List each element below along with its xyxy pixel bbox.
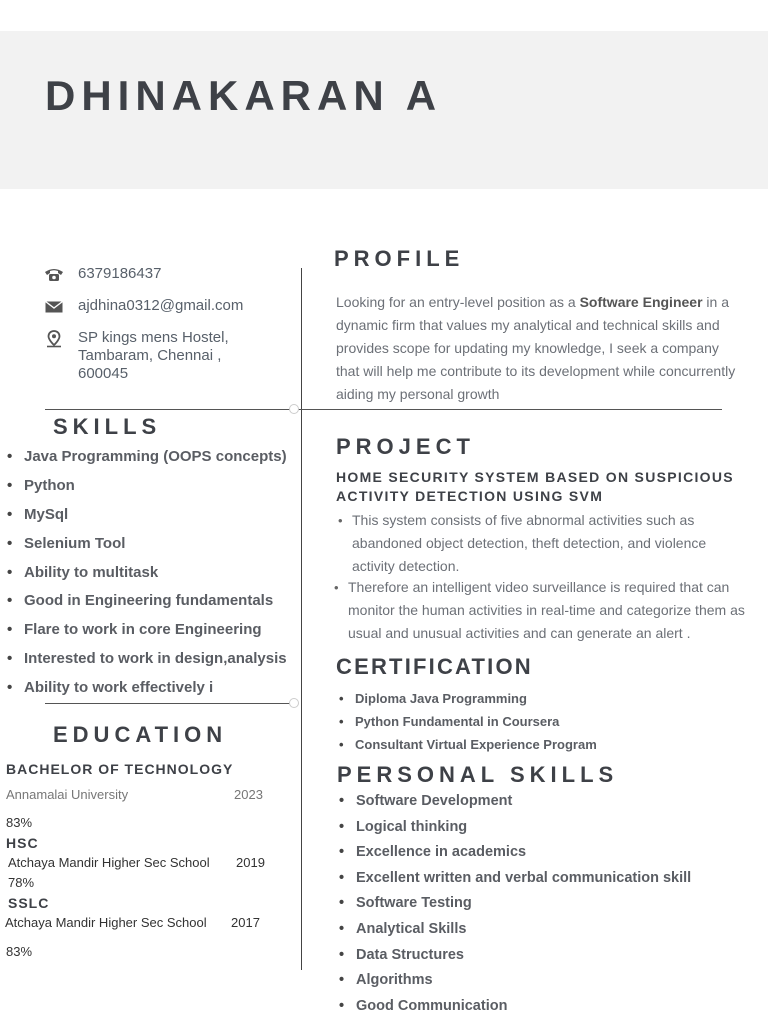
divider-skills <box>45 409 722 410</box>
phone-number[interactable]: 6379186437 <box>78 265 162 282</box>
profile-text-start: Looking for an entry-level position as a <box>336 294 580 310</box>
address <box>78 329 229 383</box>
personal-skill-item: • Analytical Skills <box>339 918 691 944</box>
university-name: Annamalai University <box>6 787 129 802</box>
hsc-score: 78% <box>8 875 35 890</box>
skill-item: • Interested to work in design,analysis <box>7 648 297 677</box>
project-point-text: Therefore an intelligent video surveillance is required that can monitor the human activities in real-time and categorize them as usual and unusual activities and can generate an alert . <box>348 579 745 641</box>
skill-item: • Selenium Tool <box>7 533 297 562</box>
skill-item: • Good in Engineering fundamentals <box>7 590 297 619</box>
project-point <box>338 509 732 578</box>
skill-item: • Flare to work in core Engineering <box>7 619 297 648</box>
sslc-school: Atchaya Mandir Higher Sec School <box>5 915 207 930</box>
project-name: HOME SECURITY SYSTEM BASED ON SUSPICIOUS ACTIVITY DETECTION USING SVM <box>336 469 734 504</box>
timeline-node <box>289 404 299 414</box>
candidate-name: DHINAKARAN A <box>45 72 443 119</box>
phone-icon <box>44 266 64 284</box>
bullet: • <box>338 513 343 528</box>
contact-address <box>44 329 229 383</box>
sslc-score: 83% <box>6 944 33 959</box>
skill-item: • MySql <box>7 504 297 533</box>
profile-role: Software Engineer <box>579 294 703 310</box>
bullet: • <box>334 580 339 595</box>
project-point-text: This system consists of five abnormal activities such as abandoned object detection, theft detection, and violence activity detection. <box>352 512 707 574</box>
certification-item: • Consultant Virtual Experience Program <box>339 734 597 757</box>
skill-item: • Ability to multitask <box>7 562 297 591</box>
personal-skill-item: • Software Development <box>339 790 691 816</box>
university-score: 83% <box>6 815 33 830</box>
sslc-label: SSLC <box>8 895 50 911</box>
personal-skill-item: • Logical thinking <box>339 816 691 842</box>
profile-heading: PROFILE <box>334 246 465 271</box>
personal-skills-heading: PERSONAL SKILLS <box>337 762 619 787</box>
envelope-icon <box>44 298 64 316</box>
personal-skill-item: • Excellent written and verbal communication skill <box>339 867 691 893</box>
skills-heading: SKILLS <box>53 414 162 439</box>
contact-email <box>44 297 243 316</box>
personal-skill-item: • Data Structures <box>339 944 691 970</box>
certification-list <box>339 688 597 757</box>
contact-phone <box>44 265 161 284</box>
personal-skill-item: • Excellence in academics <box>339 841 691 867</box>
personal-skill-item: • Software Testing <box>339 892 691 918</box>
personal-skills-list <box>339 790 691 1020</box>
education-heading: EDUCATION <box>53 722 228 747</box>
profile-text-end: in a dynamic firm that values my analytical and technical skills and provides scope for updating my knowledge, I seek a company that will help me contribute to its development while concurrently aiding my personal growth <box>336 294 736 402</box>
profile-summary <box>336 291 736 406</box>
hsc-school: Atchaya Mandir Higher Sec School <box>8 855 210 870</box>
certification-item: • Python Fundamental in Coursera <box>339 711 597 734</box>
address-line: 600045 <box>78 365 129 382</box>
personal-skill-item: • Good Communication <box>339 995 691 1021</box>
skill-item: • Ability to work effectively i <box>7 677 297 706</box>
email-address[interactable]: ajdhina0312@gmail.com <box>78 297 244 314</box>
skill-item: • Python <box>7 475 297 504</box>
certification-heading: CERTIFICATION <box>336 654 533 679</box>
project-heading: PROJECT <box>336 434 475 459</box>
skill-item: • Java Programming (OOPS concepts) <box>7 446 297 475</box>
personal-skill-item: • Algorithms <box>339 969 691 995</box>
project-point <box>334 576 756 645</box>
location-pin-icon <box>44 330 64 348</box>
sslc-year: 2017 <box>231 915 260 930</box>
hsc-year: 2019 <box>236 855 265 870</box>
center-divider <box>301 268 302 970</box>
address-line: Tambaram, Chennai , <box>78 347 222 364</box>
hsc-label: HSC <box>6 835 39 851</box>
university-year: 2023 <box>234 787 263 802</box>
address-line: SP kings mens Hostel, <box>78 329 229 346</box>
certification-item: • Diploma Java Programming <box>339 688 597 711</box>
skills-list <box>7 446 297 706</box>
degree-title: BACHELOR OF TECHNOLOGY <box>6 761 234 777</box>
